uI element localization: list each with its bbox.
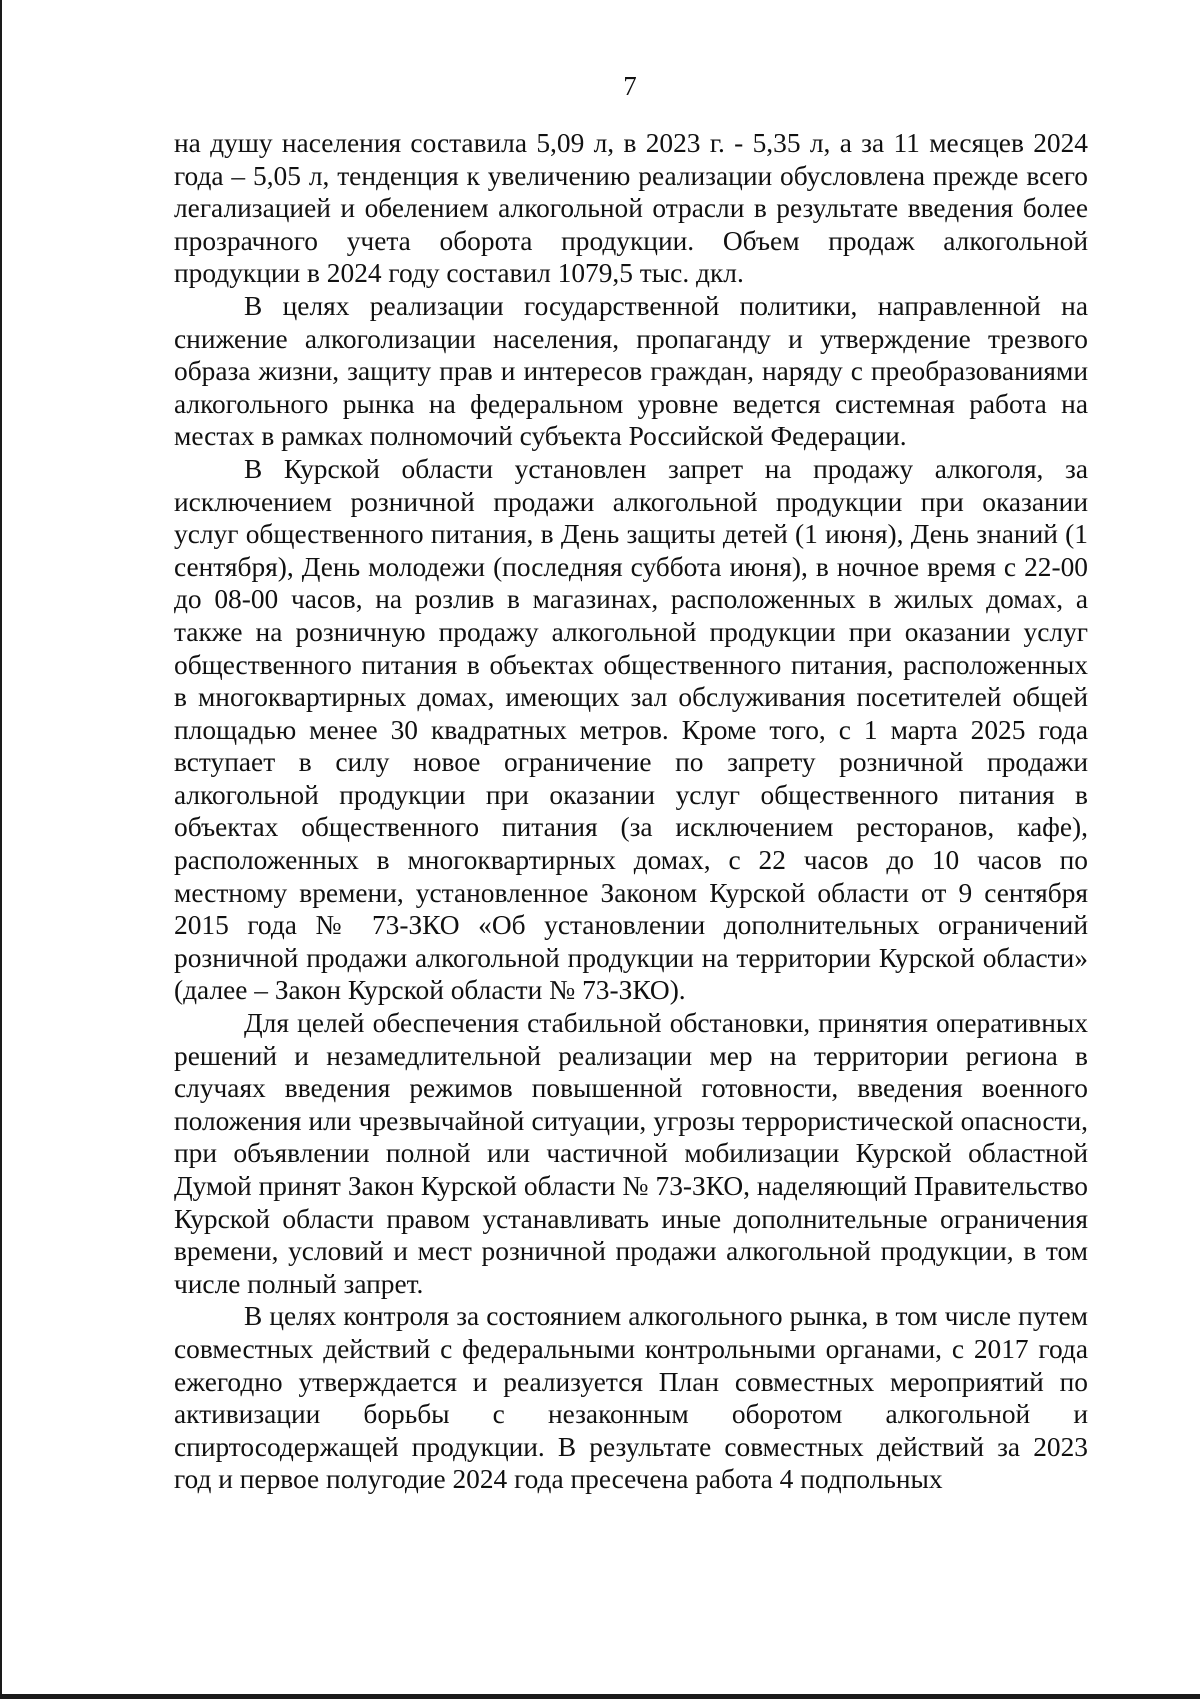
scan-border-left (0, 0, 2, 1699)
paragraph-5: В целях контроля за состоянием алкогольного рынка, в том числе путем совместных действий с федеральными контрольными органами, с 2017 года ежегодно утверждается и реализуется План совместных мероприятий по активизации борьбы с незаконным оборотом алкогольной и спиртосодержащей продукции. В результате совместных действий за 2023 год и первое полугодие 2024 года пресечена работа 4 подпольных (174, 1301, 1088, 1495)
scan-border-bottom (0, 1694, 1200, 1699)
paragraph-4: Для целей обеспечения стабильной обстановки, принятия оперативных решений и незамедлительной реализации мер на территории региона в случаях введения режимов повышенной готовности, введения военного положения или чрезвычайной ситуации, угрозы террористической опасности, при объявлении полной или частичной мобилизации Курской областной Думой принят Закон Курской области № 73-ЗКО, наделяющий Правительство Курской области правом устанавливать иные дополнительные ограничения времени, условий и мест розничной продажи алкогольной продукции, в том числе полный запрет. (174, 1008, 1088, 1299)
page-number: 7 (623, 71, 637, 101)
paragraph-2: В целях реализации государственной политики, направленной на снижение алкоголизации населения, пропаганду и утверждение трезвого образа жизни, защиту прав и интересов граждан, наряду с преобразованиями алкогольного рынка на федеральном уровне ведется системная работа на местах в рамках полномочий субъекта Российской Федерации. (174, 290, 1088, 452)
document-body (174, 127, 1088, 1496)
paragraph-1: на душу населения составила 5,09 л, в 2023 г. - 5,35 л, а за 11 месяцев 2024 года – 5,05 л, тенденция к увеличению реализации обусловлена прежде всего легализацией и обелением алкогольной отрасли в результате введения более прозрачного учета оборота продукции. Объем продаж алкогольной продукции в 2024 году составил 1079,5 тыс. дкл. (174, 128, 1088, 289)
paragraph-3: В Курской области установлен запрет на продажу алкоголя, за исключением розничной продажи алкогольной продукции при оказании услуг общественного питания, в День защиты детей (1 июня), День знаний (1 сентября), День молодежи (последняя суббота июня), в ночное время с 22-00 до 08-00 часов, на розлив в магазинах, расположенных в жилых домах, а также на розничную продажу алкогольной продукции при оказании услуг общественного питания в объектах общественного питания, расположенных в многоквартирных домах, имеющих зал обслуживания посетителей общей площадью менее 30 квадратных метров. Кроме того, с 1 марта 2025 года вступает в силу новое ограничение по запрету розничной продажи алкогольной продукции при оказании услуг общественного питания в объектах общественного питания (за исключением ресторанов, кафе), расположенных в многоквартирных домах, с 22 часов до 10 часов по местному времени, установленное Законом Курской области от 9 сентября 2015 года № 73-ЗКО «Об установлении дополнительных ограничений розничной продажи алкогольной продукции на территории Курской области» (далее – Закон Курской области № 73-ЗКО). (174, 453, 1088, 1006)
